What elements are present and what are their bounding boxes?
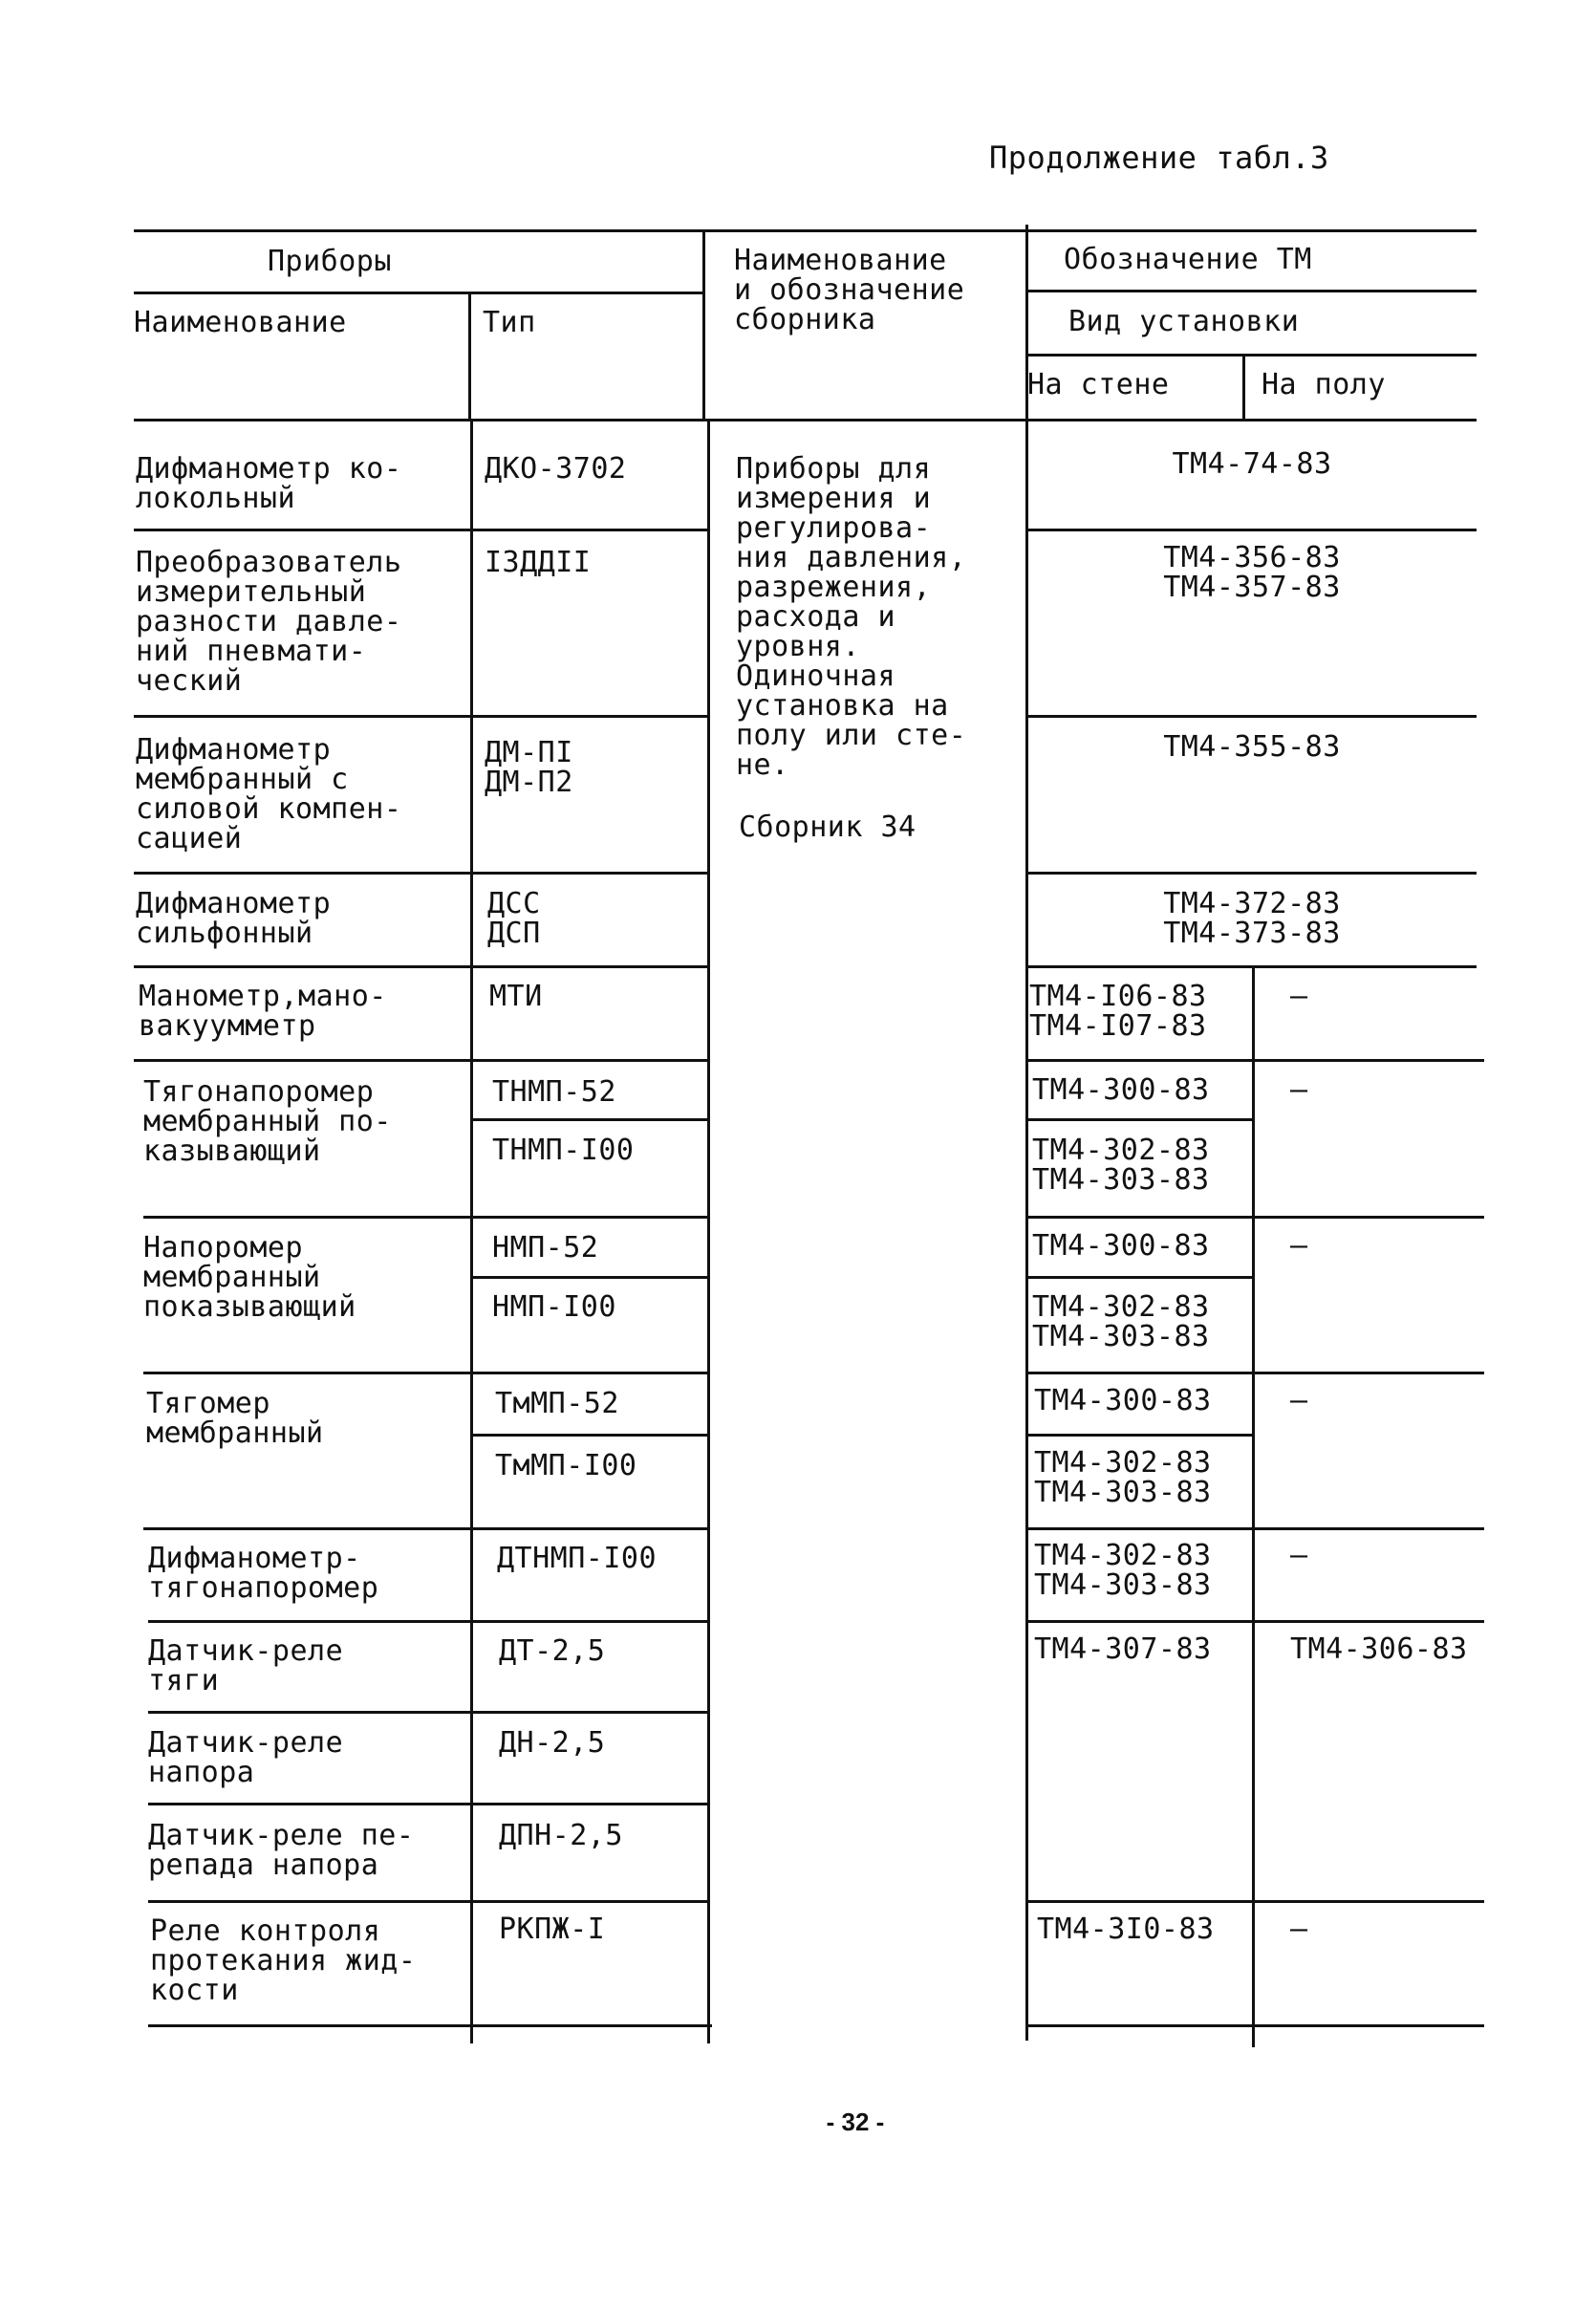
row-name: Дифманометр мембранный с силовой компен- сацией [136, 733, 402, 855]
row-type: ДМ-ПI ДМ-П2 [485, 736, 573, 799]
row-wall: ТМ4-300-83 [1032, 1073, 1210, 1107]
header-instruments: Приборы [268, 245, 392, 278]
row-type: ДТ-2,5 [499, 1634, 606, 1668]
row-type: МТИ [489, 980, 543, 1013]
row-floor: – [1290, 1229, 1308, 1263]
header-type: Тип [483, 306, 536, 339]
row-type: ДКО-3702 [485, 452, 627, 486]
row-name: Реле контроля протекания жид- кости [150, 1914, 417, 2007]
row-wall: ТМ4-300-83 [1032, 1229, 1210, 1263]
header-on-wall: На стене [1027, 368, 1170, 401]
row-name: Дифманометр ко- локольный [136, 452, 402, 515]
row-type: ТНМП-52 [492, 1075, 616, 1109]
collection-description: Приборы для измерения и регулирова- ния давления, разрежения, расхода и уровня. Одиночная установка на полу или сте- не. [736, 452, 967, 782]
row-floor: ТМ4-306-83 [1290, 1632, 1468, 1666]
row-name: Тягонапоромер мембранный по- казывающий [143, 1075, 392, 1168]
page-number: - 32 - [826, 2108, 885, 2136]
row-type: I3ДДII [485, 546, 592, 579]
row-name: Манометр,мано- вакуумметр [139, 980, 387, 1043]
row-floor: – [1290, 1539, 1308, 1572]
row-type: ТНМП-I00 [492, 1134, 635, 1167]
table-caption: Продолжение табл.3 [989, 140, 1329, 176]
header-installation-type: Вид установки [1068, 305, 1300, 338]
header-name: Наименование [134, 306, 347, 339]
row-type: РКПЖ-I [499, 1913, 606, 1946]
row-tm: ТМ4-355-83 [1163, 730, 1341, 764]
row-wall: ТМ4-300-83 [1034, 1384, 1212, 1417]
row-tm: ТМ4-356-83 ТМ4-357-83 [1163, 541, 1341, 604]
row-name: Датчик-реле напора [148, 1726, 344, 1789]
row-type: ТмМП-52 [495, 1387, 619, 1420]
header-on-floor: На полу [1262, 368, 1386, 401]
row-tm: ТМ4-372-83 ТМ4-373-83 [1163, 887, 1341, 950]
row-tm: ТМ4-74-83 [1172, 447, 1332, 481]
row-name: Дифманометр сильфонный [136, 887, 332, 950]
row-name: Дифманометр- тягонапоромер [148, 1542, 379, 1605]
row-type: НМП-I00 [492, 1290, 616, 1324]
row-name: Преобразователь измерительный разности давле- ний пневмати- ческий [136, 546, 402, 698]
row-type: ДН-2,5 [499, 1726, 606, 1760]
row-type: ДПН-2,5 [499, 1819, 623, 1852]
row-floor: – [1290, 1073, 1308, 1107]
header-collection: Наименование и обозначение сборника [734, 244, 965, 336]
row-type: НМП-52 [492, 1231, 599, 1265]
row-wall: ТМ4-302-83 ТМ4-303-83 [1034, 1539, 1212, 1602]
row-floor: – [1290, 1913, 1308, 1946]
row-floor: – [1290, 1384, 1308, 1417]
row-type: ДСС ДСП [487, 887, 541, 950]
row-wall: ТМ4-307-83 [1034, 1632, 1212, 1666]
row-type: ДТНМП-I00 [497, 1542, 658, 1575]
row-name: Датчик-реле пе- репада напора [148, 1819, 415, 1882]
row-wall: ТМ4-I06-83 ТМ4-I07-83 [1029, 980, 1207, 1043]
row-wall: ТМ4-3I0-83 [1037, 1913, 1215, 1946]
row-name: Датчик-реле тяги [148, 1634, 344, 1697]
header-tm-designation: Обозначение ТМ [1064, 243, 1312, 276]
row-wall: ТМ4-302-83 ТМ4-303-83 [1034, 1446, 1212, 1509]
row-name: Напоромер мембранный показывающий [143, 1231, 356, 1324]
row-wall: ТМ4-302-83 ТМ4-303-83 [1032, 1134, 1210, 1197]
row-name: Тягомер мембранный [146, 1387, 324, 1450]
row-wall: ТМ4-302-83 ТМ4-303-83 [1032, 1290, 1210, 1353]
row-type: ТмМП-I00 [495, 1449, 637, 1482]
collection-name: Сборник 34 [739, 811, 917, 844]
row-floor: – [1290, 980, 1308, 1013]
